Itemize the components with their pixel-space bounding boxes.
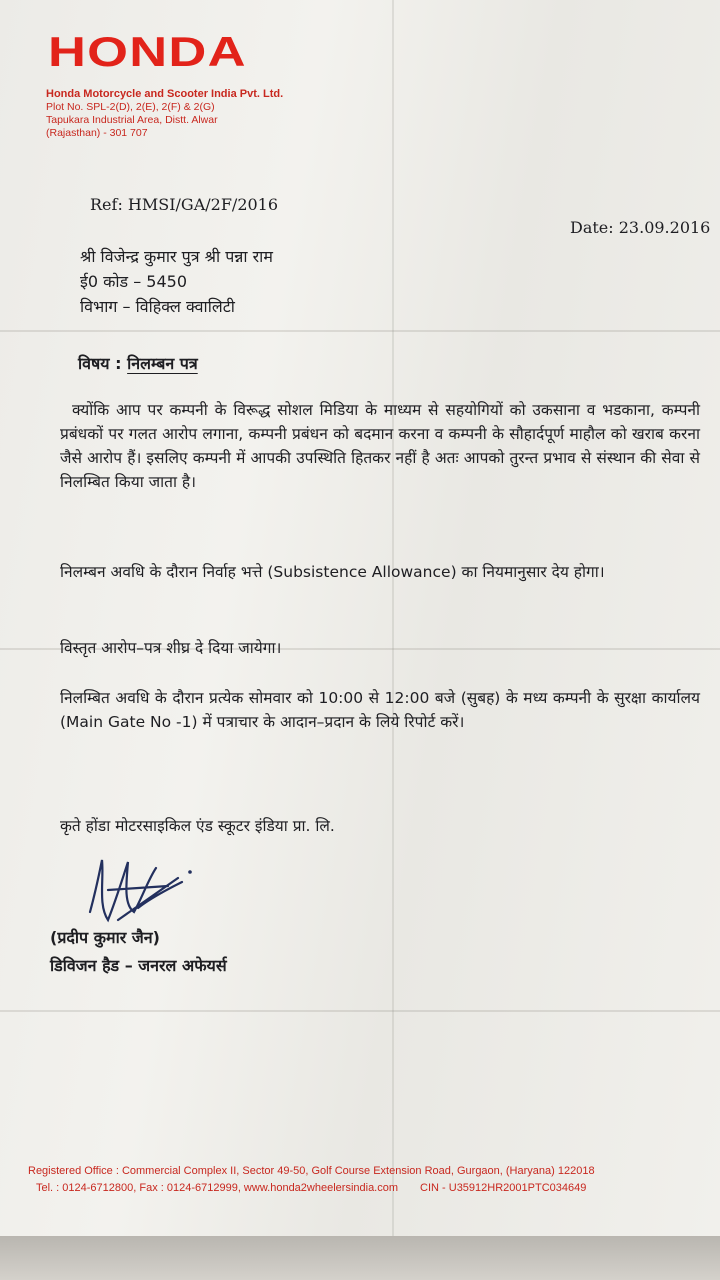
footer-contact-text: Tel. : 0124-6712800, Fax : 0124-6712999, www.honda2wheelersindia.com — [36, 1182, 399, 1194]
paper-fold — [392, 0, 394, 1240]
paper-fold — [0, 1010, 720, 1012]
letter-date: Date: 23.09.2016 — [570, 218, 711, 237]
address-line: Tapukara Industrial Area, Distt. Alwar — [46, 114, 218, 126]
address-line: Plot No. SPL-2(D), 2(E), 2(F) & 2(G) — [46, 101, 215, 113]
body-paragraph: विस्तृत आरोप–पत्र शीघ्र दे दिया जायेगा। — [60, 639, 282, 657]
body-paragraph: निलम्बन अवधि के दौरान निर्वाह भत्ते (Subsistence Allowance) का नियमानुसार देय होगा। — [60, 563, 605, 581]
footer-cin: CIN - U35912HR2001PTC034649 — [420, 1182, 587, 1194]
closing-line: कृते होंडा मोटरसाइकिल एंड स्कूटर इंडिया प्रा. लि. — [60, 817, 335, 835]
company-name: Honda Motorcycle and Scooter India Pvt. Ltd. — [46, 88, 284, 100]
background-surface — [0, 1236, 720, 1280]
reference-number: Ref: HMSI/GA/2F/2016 — [90, 195, 279, 214]
body-paragraph: क्योंकि आप पर कम्पनी के विरूद्ध सोशल मिडिया के माध्यम से सहयोगियों को उकसाना व भडकाना, कम्पनी प्रबंधकों पर गलत आरोप लगाना, कम्पनी प्रबंधन को बदमान करना व कम्पनी के सौहार्दपूर्ण माहौल को खराब करना जैसे आरोप हैं। इसलिए कम्पनी में आपकी उपस्थिति हितकर नहीं है अतः आपको तुरन्त प्रभाव से संस्थान की सेवा से निलम्बित किया जाता है। — [60, 401, 700, 491]
subject-line — [78, 352, 198, 374]
addressee-block — [80, 244, 273, 319]
footer-contact — [36, 1182, 716, 1194]
subject-value: निलम्बन पत्र — [127, 354, 198, 373]
department: विभाग – विहिक्ल क्वालिटी — [80, 297, 235, 316]
body-paragraph: निलम्बित अवधि के दौरान प्रत्येक सोमवार को 10:00 से 12:00 बजे (सुबह) के मध्य कम्पनी के सुरक्षा कार्यालय (Main Gate No -1) में पत्राचार के आदान–प्रदान के लिये रिपोर्ट करें। — [60, 689, 700, 731]
letterhead-address — [46, 88, 283, 140]
signer-name: (प्रदीप कुमार जैन) — [50, 928, 160, 947]
signer-title: डिविजन हैड – जनरल अफेयर्स — [50, 956, 227, 975]
honda-logo: HONDA — [48, 28, 247, 75]
footer-registered-office: Registered Office : Commercial Complex II, Sector 49-50, Golf Course Extension Road, Gurgaon, (Haryana) 122018 — [28, 1165, 595, 1177]
addressee-name: श्री विजेन्द्र कुमार पुत्र श्री पन्ना राम — [80, 247, 273, 266]
subject-label: विषय : — [78, 354, 122, 373]
address-line: (Rajasthan) - 301 707 — [46, 127, 148, 139]
employee-code: ई0 कोड – 5450 — [80, 272, 188, 291]
paper-fold — [0, 330, 720, 332]
